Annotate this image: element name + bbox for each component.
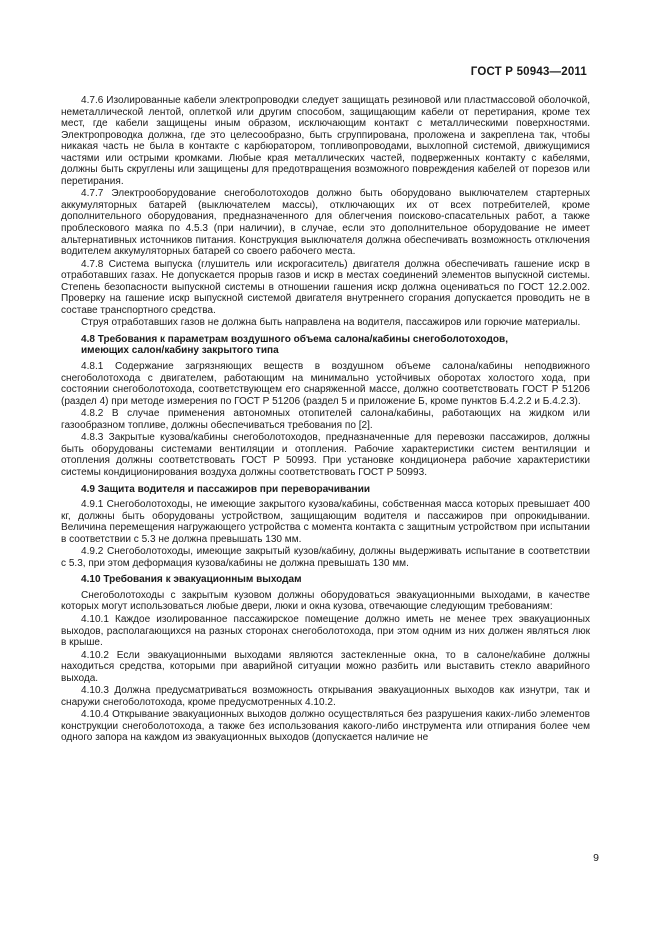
page-number: 9: [593, 852, 599, 864]
paragraph-exhaust-direction: Струя отработавших газов не должна быть направлена на водителя, пассажиров или горючие материалы.: [81, 317, 581, 329]
paragraph-4-8-3: 4.8.3 Закрытые кузова/кабины снегоболотоходов, предназначенные для перевозки пассажиров, должны быть оборудованы системами вентиляции и отопления. Рабочие характеристики систем вентиляции и отопления должны соответствовать ГОСТ Р 50993. При установке кондиционера рабочие характеристики системы кондиционирования воздуха должны соответствовать ГОСТ Р 50993.: [61, 432, 590, 478]
paragraph-4-7-6: 4.7.6 Изолированные кабели электропроводки следует защищать резиновой или пластмассовой оболочкой, неметаллической лентой, оплеткой или другим способом, защищающим кабели от перетирания, кроме тех мест, где кабели защищены иным образом, исключающим контакт с металлическими поверхностями. Электропроводка должна, где это целесообразно, быть сгруппирована, проложена и закреплена так, чтобы никакая часть не была в контакте с карбюратором, топливопроводами, выхлопной системой, движущимися частями или острыми кромками. Любые края металлических частей, подверженных контакту с кабелями, должны быть скруглены или защищены для предотвращения возможного повреждения кабелей от порезов или перетирания.: [61, 95, 590, 187]
section-heading-4-8-line1: 4.8 Требования к параметрам воздушного объема салона/кабины снегоболотоходов,: [81, 333, 509, 345]
paragraph-4-7-8: 4.7.8 Система выпуска (глушитель или искрогаситель) двигателя должна обеспечивать гашение искр в отработавших газах. Не допускается прорыв газов и искр в местах соединений элементов выпускной системы. Степень безопасности выпускной системы в отношении гашения искр должна оцениваться по ГОСТ 12.2.002. Проверку на гашение искр выпускной системой двигателя внутреннего сгорания допускается проводить не в составе транспортного средства.: [61, 258, 590, 316]
paragraph-4-9-2: 4.9.2 Снегоболотоходы, имеющие закрытый кузов/кабину, должны выдерживать испытание в соответствии с 5.3, при этом деформация кузова/кабины не должна превышать 130 мм.: [61, 546, 590, 569]
section-heading-4-8: [61, 334, 590, 357]
section-heading-4-10: 4.10 Требования к эвакуационным выходам: [81, 574, 302, 586]
paragraph-4-10-2: 4.10.2 Если эвакуационными выходами являются застекленные окна, то в салоне/кабине должны находиться средства, которыми при аварийной ситуации можно разбить или выставить стекло аварийного выхода.: [61, 649, 590, 684]
document-body: [61, 95, 590, 744]
paragraph-4-10-4: 4.10.4 Открывание эвакуационных выходов должно осуществляться без разрушения каких-либо элементов конструкции снегоболотохода, а также без использования какого-либо инструмента или отпирания более чем одного запора на каждом из эвакуационных выходов (допускается наличие не: [61, 709, 590, 744]
paragraph-4-10-3: 4.10.3 Должна предусматриваться возможность открывания эвакуационных выходов как изнутри, так и снаружи снегоболотохода, кроме предусмотренных 4.10.2.: [61, 685, 590, 708]
section-heading-4-9: 4.9 Защита водителя и пассажиров при переворачивании: [81, 483, 371, 495]
paragraph-4-10-intro: Снегоболотоходы с закрытым кузовом должны оборудоваться эвакуационными выходами, в качестве которых могут использоваться любые двери, люки и окна кузова, отвечающие следующим требованиям:: [61, 589, 590, 613]
paragraph-4-8-2: 4.8.2 В случае применения автономных отопителей салона/кабины, работающих на жидком или газообразном топливе, должны обеспечиваться требования по [2].: [61, 408, 590, 431]
paragraph-4-10-1: 4.10.1 Каждое изолированное пассажирское помещение должно иметь не менее трех эвакуационных выходов, располагающихся на разных сторонах снегоболотохода, при этом одним из них должен являться люк в крыше.: [61, 613, 590, 649]
paragraph-4-7-7: 4.7.7 Электрооборудование снегоболотоходов должно быть оборудовано выключателем стартерных аккумуляторных батарей (выключателем массы), отключающих их от всех потребителей, кроме дополнительного оборудования, предназначенного для облегчения поисково-спасательных работ, а также проблескового маяка по 4.5.3 (при наличии), в случае, если это дополнительное оборудование не имеет альтернативных источников питания. Конструкция выключателя должна обеспечивать возможность отключения водителем аккумуляторных батарей со своего рабочего места.: [61, 188, 590, 258]
paragraph-4-9-1: 4.9.1 Снегоболотоходы, не имеющие закрытого кузова/кабины, собственная масса которых превышает 400 кг, должны быть оборудованы устройством, защищающим водителя и пассажиров при опрокидывании. Величина перемещения нагружающего устройства с момента контакта с защитным устройством при испытании в соответствии с 5.3 не должна превышать 130 мм.: [61, 499, 590, 545]
document-header: ГОСТ Р 50943—2011: [470, 66, 587, 78]
section-heading-4-8-line2: имеющих салон/кабину закрытого типа: [81, 345, 279, 357]
paragraph-4-8-1: 4.8.1 Содержание загрязняющих веществ в воздушном объеме салона/кабины неподвижного снегоболотохода с двигателем, работающим на минимально устойчивых оборотах холостого хода, при состоянии снегоболотохода, соответствующем его снаряженной массе, должно соответствовать ГОСТ Р 51206 (раздел 4) при методе измерения по ГОСТ Р 51206 (раздел 5 и приложение Б, кроме пунктов Б.4.2.2 и Б.4.2.3).: [61, 361, 590, 407]
